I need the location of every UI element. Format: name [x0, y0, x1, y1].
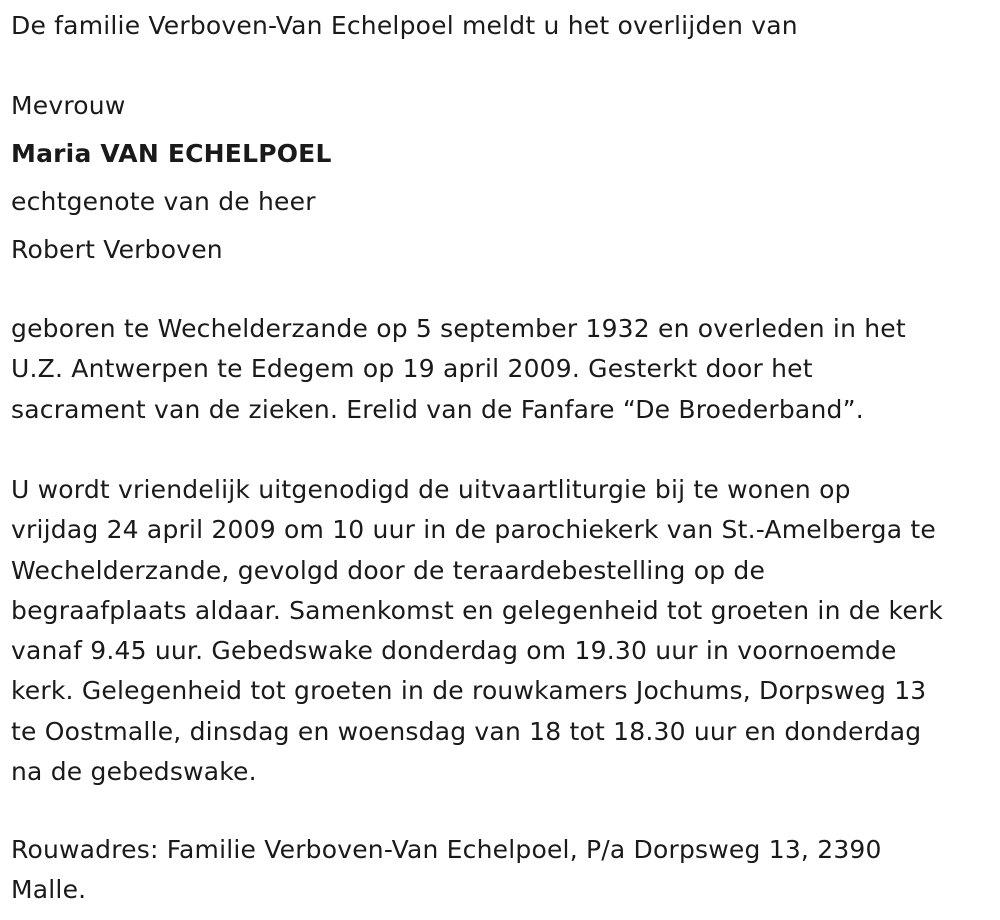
- paragraph-line: U wordt vriendelijk uitgenodigd de uitvaartliturgie bij te wonen op: [11, 475, 851, 504]
- relation-line: echtgenote van de heer: [11, 187, 316, 216]
- address-paragraph: [11, 830, 882, 911]
- honorific: Mevrouw: [11, 91, 126, 120]
- paragraph-line: begraafplaats aldaar. Samenkomst en gelegenheid tot groeten in de kerk: [11, 595, 944, 625]
- paragraph-line: vanaf 9.45 uur. Gebedswake donderdag om 19.30 uur in voornoemde: [11, 636, 897, 666]
- paragraph-line: Rouwadres: Familie Verboven-Van Echelpoel, P/a Dorpsweg 13, 2390: [11, 835, 882, 864]
- paragraph-line: sacrament van de zieken. Erelid van de Fanfare “De Broederband”.: [11, 394, 864, 424]
- paragraph-line: U.Z. Antwerpen te Edegem op 19 april 2009. Gesterkt door het: [11, 354, 813, 384]
- paragraph-line: te Oostmalle, dinsdag en woensdag van 18 tot 18.30 uur en donderdag: [11, 716, 922, 746]
- birth-death-paragraph: [11, 309, 906, 430]
- paragraph-line: vrijdag 24 april 2009 om 10 uur in de parochiekerk van St.-Amelberga te: [11, 515, 936, 545]
- paragraph-line: na de gebedswake.: [11, 757, 257, 787]
- paragraph-line: Malle.: [11, 875, 87, 905]
- paragraph-line: geboren te Wechelderzande op 5 september 1932 en overleden in het: [11, 314, 906, 343]
- deceased-name: Maria VAN ECHELPOEL: [11, 139, 332, 168]
- paragraph-line: kerk. Gelegenheid tot groeten in de rouwkamers Jochums, Dorpsweg 13: [11, 676, 927, 706]
- intro-line: De familie Verboven-Van Echelpoel meldt u het overlijden van: [11, 11, 798, 40]
- paragraph-line: Wechelderzande, gevolgd door de teraardebestelling op de: [11, 555, 766, 585]
- funeral-paragraph: [11, 470, 943, 792]
- spouse-name: Robert Verboven: [11, 235, 223, 264]
